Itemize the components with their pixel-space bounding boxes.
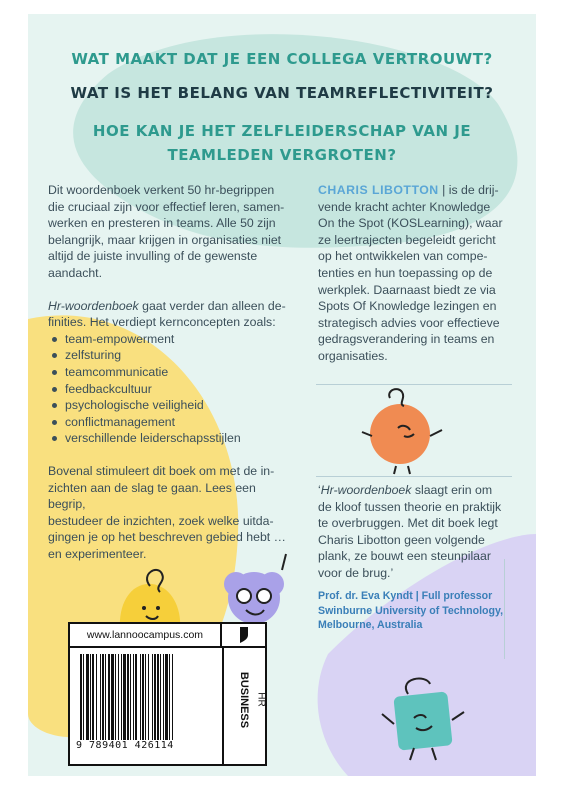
barcode-bar — [80, 654, 82, 740]
barcode-bar — [172, 654, 173, 740]
quote-divider — [316, 476, 512, 477]
quote-first-rest: slaagt erin om — [411, 483, 493, 497]
quote-line: plank, ze bouwt een steunpilaar — [318, 549, 491, 564]
barcode-bar — [142, 654, 144, 740]
quote-open-mark: ‘ — [318, 483, 321, 497]
concepts-rest: gaat verder dan alleen de- — [138, 298, 286, 313]
closing-paragraph — [48, 463, 290, 563]
barcode-bar — [140, 654, 141, 740]
intro-paragraph — [48, 182, 290, 282]
barcode — [78, 654, 213, 740]
list-item: teamcommunicatie — [48, 364, 290, 381]
barcode-bar — [148, 654, 149, 740]
intro-line: werken en presteren in teams. Alle 50 zijn — [48, 216, 276, 231]
barcode-bar — [154, 654, 156, 740]
barcode-bar — [92, 654, 94, 740]
question-self-leadership-line1: HOE KAN JE HET ZELFLEIDERSCHAP VAN JE — [92, 122, 472, 140]
intro-line: aandacht. — [48, 265, 103, 280]
barcode-bar — [123, 654, 126, 740]
category-hr: HR — [255, 692, 267, 707]
barcode-bar — [157, 654, 159, 740]
question-reflectivity: WAT IS HET BELANG VAN TEAMREFLECTIVITEIT? — [70, 84, 494, 102]
closing-line: Bovenal stimuleert dit boek om met de in- — [48, 463, 275, 478]
isbn-number: 9 789401 426114 — [76, 740, 174, 751]
barcode-panel — [68, 622, 267, 766]
quote-attribution — [318, 589, 528, 633]
closing-line: en experimenteer. — [48, 546, 147, 561]
barcode-bar — [105, 654, 106, 740]
publisher-url: www.lannoocampus.com — [86, 629, 204, 641]
teal-character-illustration — [378, 674, 468, 764]
concepts-paragraph — [48, 298, 290, 331]
barcode-bar — [100, 654, 101, 740]
barcode-bar — [118, 654, 119, 740]
barcode-bar — [152, 654, 153, 740]
author-line: organisaties. — [318, 348, 388, 363]
endorsement-quote — [318, 482, 518, 582]
barcode-bar — [83, 654, 84, 740]
list-item: team-empowerment — [48, 331, 290, 348]
question-self-leadership-line2: TEAMLEDEN VERGROTEN? — [167, 146, 397, 164]
publisher-logo-icon — [238, 627, 250, 643]
author-line: gedragsverandering in teams en — [318, 332, 495, 347]
question-self-leadership — [28, 119, 536, 167]
attribution-line: Prof. dr. Eva Kyndt | Full professor — [318, 590, 493, 602]
intro-line: altijd de juiste invulling of de gewenste — [48, 249, 258, 264]
publisher-logo-box — [222, 624, 265, 648]
concepts-line: finities. Het verdiept kernconcepten zoals: — [48, 315, 276, 330]
barcode-bar — [135, 654, 137, 740]
author-line: Spots Of Knowledge lezingen en — [318, 299, 497, 314]
author-line: tenties en hun toepassing op de — [318, 265, 493, 280]
category-box — [222, 646, 267, 764]
barcode-bar — [163, 654, 164, 740]
quote-line: Charis Libotton geen volgende — [318, 532, 485, 547]
barcode-bar — [96, 654, 97, 740]
barcode-bar — [127, 654, 129, 740]
quote-line: te overbruggen. Met dit boek legt — [318, 516, 498, 531]
closing-line: gingen je op het beschreven gebied hebt … — [48, 530, 286, 545]
list-item: feedbackcultuur — [48, 381, 290, 398]
attribution-line: Melbourne, Australia — [318, 619, 423, 632]
barcode-bar — [133, 654, 134, 740]
author-name: CHARIS LIBOTTON — [318, 183, 439, 197]
question-trust: WAT MAAKT DAT JE EEN COLLEGA VERTROUWT? — [71, 50, 493, 68]
concepts-line — [48, 298, 290, 315]
barcode-bar — [145, 654, 146, 740]
list-item: zelfsturing — [48, 347, 290, 364]
author-line: ze leertrajecten begeleidt gericht — [318, 232, 496, 247]
barcode-bar — [111, 654, 114, 740]
author-line: werkplek. Daarnaast biedt ze via — [318, 282, 496, 297]
left-column — [48, 182, 290, 562]
intro-line: die cruciaal zijn voor effectief leren, samen- — [48, 199, 285, 214]
barcode-bar — [115, 654, 116, 740]
barcode-bar — [102, 654, 104, 740]
column-divider-top — [316, 384, 512, 385]
list-item: psychologische veiligheid — [48, 397, 290, 414]
concept-list — [48, 331, 290, 447]
barcode-bar — [108, 654, 110, 740]
barcode-bar — [165, 654, 168, 740]
orange-character-illustration — [358, 386, 448, 476]
publisher-url-box — [70, 624, 222, 648]
attribution-line: Swinburne University of Technology, — [318, 604, 504, 617]
quote-book-title: Hr-woordenboek — [320, 483, 412, 497]
barcode-bar — [90, 654, 91, 740]
purple-character-illustration — [216, 550, 296, 630]
author-line — [318, 182, 518, 199]
author-line: op het ontwikkelen van compe- — [318, 249, 488, 264]
barcode-bar — [160, 654, 161, 740]
author-bio-first: | is de drij- — [438, 183, 499, 197]
intro-line: belangrijk, maar krijgen in organisaties niet — [48, 232, 282, 247]
quote-line: voor de brug.’ — [318, 565, 394, 580]
barcode-bar — [121, 654, 122, 740]
quote-line — [318, 482, 518, 499]
list-item: conflictmanagement — [48, 414, 290, 431]
barcode-bar — [130, 654, 131, 740]
author-line: strategisch advies voor effectieve — [318, 315, 500, 330]
list-item: verschillende leiderschapsstijlen — [48, 430, 290, 447]
category-business: BUSINESS — [238, 671, 250, 729]
author-bio — [318, 182, 518, 365]
author-line: vende kracht achter Knowledge — [318, 199, 491, 214]
intro-line: Dit woordenboek verkent 50 hr-begrippen — [48, 183, 275, 197]
closing-line: bestudeer de inzichten, zoek welke uitda- — [48, 513, 274, 528]
closing-line: zichten aan de slag te gaan. Lees een begrip, — [48, 480, 256, 512]
quote-line: de kloof tussen theorie en praktijk — [318, 499, 502, 514]
author-line: On the Spot (KOSLearning), waar — [318, 216, 503, 231]
barcode-bar — [86, 654, 89, 740]
barcode-bar — [169, 654, 170, 740]
book-title-italic: Hr-woordenboek — [48, 298, 139, 313]
